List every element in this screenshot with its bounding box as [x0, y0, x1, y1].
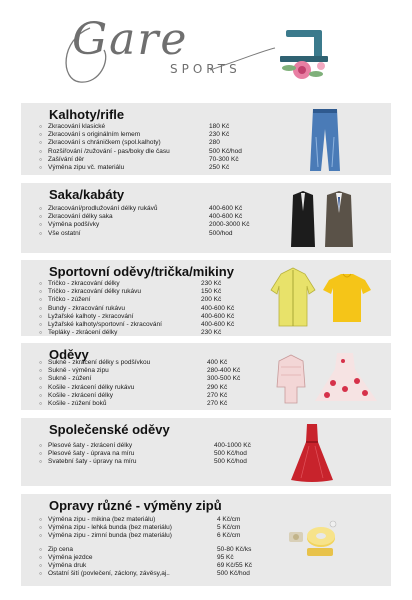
- sewing-machine-flower-icon: [276, 26, 336, 84]
- list-item: ○ Ostatní šití (povlečení, záclony, závěsy,aj.. 500 Kč/hod: [39, 570, 250, 578]
- list-item: ○ Zkracování s originálním lemem 230 Kč: [39, 131, 230, 139]
- list-item: ○ Plesové šaty - úprava na míru 500 Kč/hod: [39, 450, 247, 458]
- list-item: ○ Plesové šaty - zkrácení délky 400-1000 Kč: [39, 442, 251, 449]
- list-item: ○ Rozšiřování /zužování - pas/boky dle času 500 Kč/hod: [39, 147, 242, 155]
- list-item: ○ Výměna jezdce 95 Kč: [39, 553, 234, 561]
- list-item: ○ Sukně - výměna zipu 280-400 Kč: [39, 367, 241, 375]
- list-item: ○ Výměna druk 69 Kč/55 Kč: [39, 561, 253, 569]
- list-item: ○ Zkracování klasické 180 Kč: [39, 123, 230, 130]
- list-item: ○ Výměna zipu vč. materiálu 250 Kč: [39, 163, 230, 171]
- section-opravy: [21, 494, 391, 586]
- list-item: ○ Lyžařské kalhoty/sportovní - zkracování 400-600 Kč: [39, 320, 235, 328]
- section-sportovni: [21, 260, 391, 336]
- price-list: [39, 123, 299, 172]
- list-item: ○ Sukně - zkrácení délky s podšívkou 400 Kč: [39, 359, 228, 366]
- list-item: ○ Košile - zkrácení délky 270 Kč: [39, 391, 228, 399]
- section-odevy: [21, 343, 391, 410]
- list-item: ○ Výměna zipu - mikina (bez materiálu) 4 Kč/cm: [39, 516, 241, 523]
- section-title: Oděvy: [49, 347, 89, 362]
- list-item: ○ Sukně - zúžení 300-500 Kč: [39, 375, 241, 383]
- section-saka: [21, 183, 391, 253]
- coat-icon: [287, 189, 377, 249]
- brand-subtitle: SPORTS: [170, 62, 241, 76]
- list-item: ○ Bundy - zkracování rukávu 400-600 Kč: [39, 304, 235, 312]
- list-item: ○ Vše ostatní 500/hod: [39, 229, 233, 237]
- list-item: ○ Tepláky - zkrácení délky 230 Kč: [39, 329, 222, 337]
- list-item: ○ Výměna podšívky 2000-3000 Kč: [39, 221, 250, 229]
- list-item: ○ Košile - zúžení boků 270 Kč: [39, 399, 228, 407]
- list-item: ○ Zkracování/prodlužování délky rukávů 400-600 Kč: [39, 205, 243, 212]
- list-item: ○ Tričko - zúžení 200 Kč: [39, 296, 222, 304]
- price-list: [39, 516, 299, 578]
- price-list: [39, 280, 279, 337]
- list-item: ○ Výměna zipu - lehká bunda (bez materiálu) 5 Kč/cm: [39, 524, 241, 532]
- list-item: ○ Košile - zkrácení délky rukávu 290 Kč: [39, 383, 228, 391]
- header: [0, 0, 412, 98]
- list-item: ○ Výměna zipu - zimní bunda (bez materiálu) 6 Kč/cm: [39, 532, 241, 540]
- section-spolecenske: [21, 418, 391, 486]
- section-title: Saka/kabáty: [49, 187, 125, 202]
- dress-icon: [273, 347, 383, 407]
- price-list: [39, 205, 299, 238]
- list-item: ○ Tričko - zkracování délky rukávu 150 Kč: [39, 288, 222, 296]
- jacket-icon: [263, 266, 383, 332]
- section-kalhoty: [21, 103, 391, 175]
- list-item: ○ Svatební šaty - úpravy na míru 500 Kč/hod: [39, 458, 247, 466]
- price-list: [39, 442, 289, 467]
- section-title: Společenské oděvy: [49, 422, 170, 437]
- section-title: Opravy různé - výměny zipů: [49, 498, 222, 513]
- list-item: ○ Zašívání děr 70-300 Kč: [39, 155, 239, 163]
- list-item: ○ Tričko - zkracování délky 230 Kč: [39, 280, 222, 287]
- list-item: ○ Zkracování délky saka 400-600 Kč: [39, 213, 243, 221]
- list-item: ○ Zip cena 50-80 Kč/ks: [39, 545, 252, 553]
- jeans-icon: [307, 107, 343, 173]
- section-title: Kalhoty/rifle: [49, 107, 125, 122]
- price-list: [39, 359, 279, 408]
- list-item: ○ Zkracování s chráničkem (spol.kalhoty) 280: [39, 139, 220, 147]
- section-title: Sportovní oděvy/trička/mikiny: [49, 264, 234, 279]
- brand-name: Gare: [72, 14, 189, 65]
- gown-icon: [287, 422, 337, 484]
- sewing-supplies-icon: [283, 514, 343, 564]
- list-item: ○ Lyžařské kalhoty - zkracování 400-600 Kč: [39, 312, 235, 320]
